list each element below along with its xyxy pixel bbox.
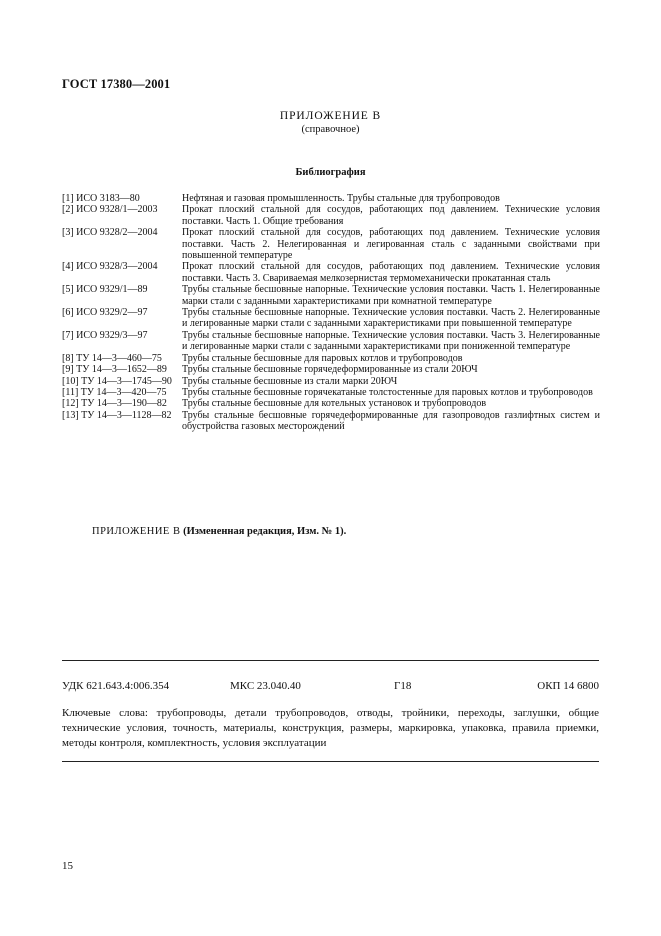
bibliography-entry — [62, 330, 600, 353]
annex-subtitle: (справочное) — [301, 124, 360, 135]
entry-reference: [1] ИСО 3183—80 — [62, 193, 140, 204]
entry-description: Трубы стальные бесшовные для паровых котлов и трубопроводов — [182, 352, 463, 364]
entry-description: Прокат плоский стальной для сосудов, работающих под давлением. Технические условия поставки. Часть 3. Свариваемая мелкозернистая термомеханически прокатанная сталь — [182, 261, 600, 284]
standard-number: ГОСТ 17380—2001 — [62, 77, 171, 91]
entry-reference: [12] ТУ 14—3—190—82 — [62, 398, 167, 410]
entry-reference: [8] ТУ 14—3—460—75 — [62, 352, 162, 364]
entry-reference: [9] ТУ 14—3—1652—89 — [62, 364, 167, 376]
bibliography-entry — [62, 387, 600, 398]
entry-description: Трубы стальные бесшовные напорные. Технические условия поставки. Часть 1. Нелегированные марки стали с заданными характеристиками при комнатной температуре — [182, 284, 600, 307]
entry-reference: [6] ИСО 9329/2—97 — [62, 307, 148, 319]
amendment-change-text: (Измененная редакция, Изм. № 1). — [183, 526, 347, 537]
bibliography-entry — [62, 410, 600, 433]
okp-code: ОКП 14 6800 — [537, 680, 599, 692]
entry-reference: [7] ИСО 9329/3—97 — [62, 329, 148, 341]
bottom-divider — [62, 761, 599, 762]
entry-description: Прокат плоский стальной для сосудов, работающих под давлением. Технические условия поставки. Часть 1. Общие требования — [182, 204, 600, 227]
top-divider — [62, 660, 599, 661]
bibliography-entry — [62, 376, 600, 387]
entry-reference: [5] ИСО 9329/1—89 — [62, 284, 148, 296]
entry-reference: [10] ТУ 14—3—1745—90 — [62, 375, 172, 387]
entry-reference: [2] ИСО 9328/1—2003 — [62, 204, 158, 216]
bibliography-entry — [62, 398, 600, 409]
bibliography-entry — [62, 353, 600, 364]
entry-description: Трубы стальные бесшовные горячедеформированные для газопроводов газлифтных систем и обустройства газовых месторождений — [182, 409, 600, 433]
entry-description: Прокат плоский стальной для сосудов, работающих под давлением. Технические условия поставки. Часть 2. Нелегированная и легированная сталь с заданными свойствами при повышенной температуре — [182, 227, 600, 262]
entry-description: Трубы стальные бесшовные для котельных установок и трубопроводов — [182, 398, 487, 410]
annex-title: ПРИЛОЖЕНИЕ В — [279, 110, 382, 122]
page-number: 15 — [62, 860, 73, 872]
bibliography-entry — [62, 284, 600, 307]
amendment-annex-label: ПРИЛОЖЕНИЕ В — [92, 526, 181, 537]
bibliography-title: Библиография — [295, 167, 366, 178]
udk-code: УДК 621.643.4:006.354 — [62, 680, 170, 692]
bibliography-entry — [62, 307, 600, 330]
bibliography-entry — [62, 193, 600, 204]
group-code: Г18 — [394, 680, 412, 692]
entry-reference: [3] ИСО 9328/2—2004 — [62, 227, 158, 239]
bibliography-entry — [62, 261, 600, 284]
entry-description: Нефтяная и газовая промышленность. Трубы стальные для трубопроводов — [182, 193, 500, 204]
entry-description: Трубы стальные бесшовные горячедеформированные из стали 20ЮЧ — [182, 364, 478, 376]
bibliography-entry — [62, 204, 600, 227]
keywords-paragraph: Ключевые слова: трубопроводы, детали трубопроводов, отводы, тройники, переходы, заглушки, общие технические условия, точность, материалы, конструкция, размеры, маркировка, упаковка, правила приемки, методы контроля, комплектность, условия эксплуатации — [62, 707, 599, 749]
entry-description: Трубы стальные бесшовные горячекатаные толстостенные для паровых котлов и трубопроводов — [182, 386, 593, 398]
amendment-note — [92, 526, 346, 537]
bibliography-entry — [62, 364, 600, 375]
entry-reference: [13] ТУ 14—3—1128—82 — [62, 409, 172, 421]
entry-description: Трубы стальные бесшовные напорные. Технические условия поставки. Часть 2. Нелегированные и легированные марки стали с заданными характеристиками при повышенной температуре — [182, 307, 600, 330]
mks-code: МКС 23.040.40 — [230, 680, 301, 692]
entry-description: Трубы стальные бесшовные напорные. Технические условия поставки. Часть 3. Нелегированные и легированные марки стали с заданными характеристиками при пониженной температуре — [182, 329, 600, 353]
entry-reference: [4] ИСО 9328/3—2004 — [62, 261, 158, 273]
bibliography-list — [62, 193, 600, 433]
bibliography-entry — [62, 227, 600, 261]
entry-reference: [11] ТУ 14—3—420—75 — [62, 386, 167, 398]
entry-description: Трубы стальные бесшовные из стали марки 20ЮЧ — [182, 375, 398, 387]
